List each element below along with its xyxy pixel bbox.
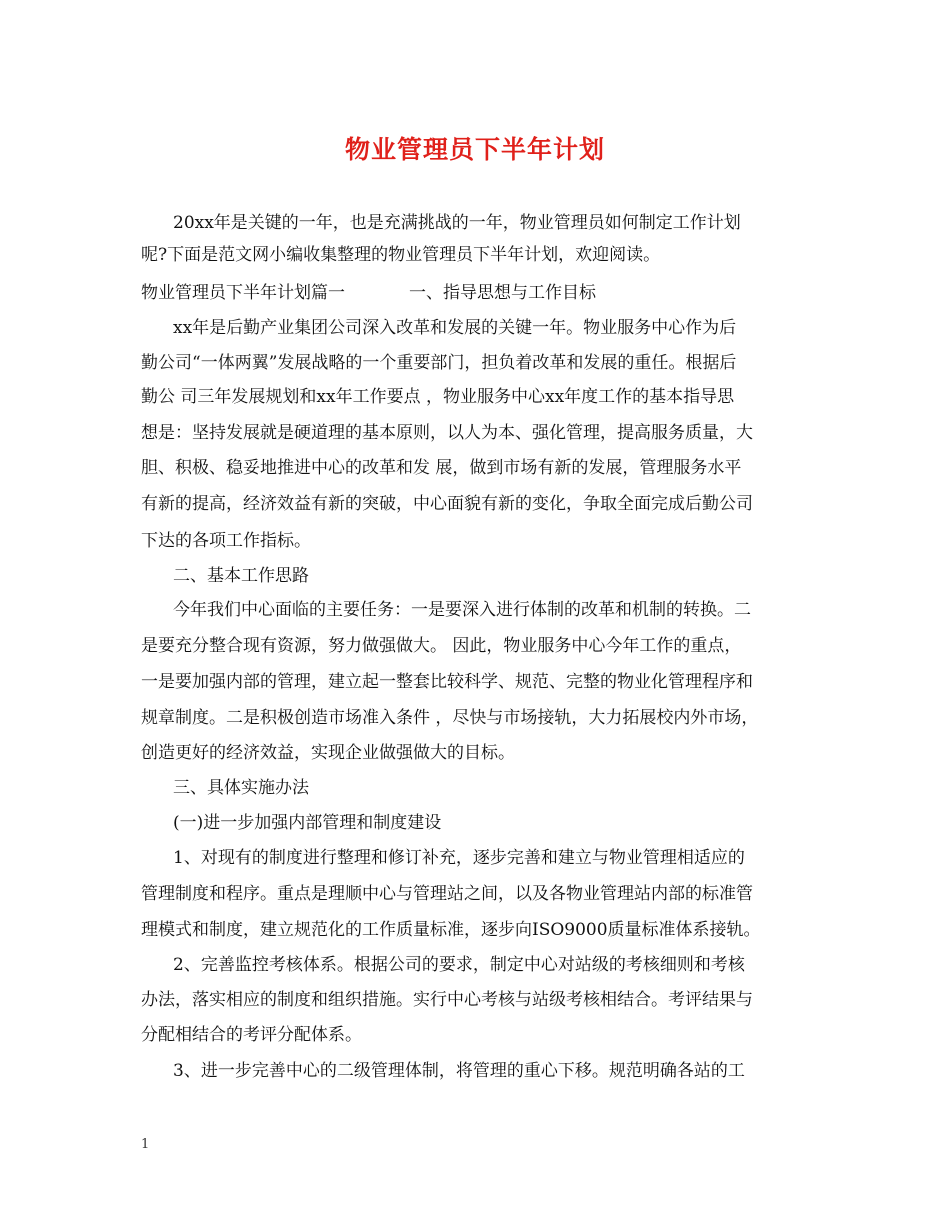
section-heading: 三、具体实施办法 [173, 778, 309, 798]
paragraph-line: 1、对现有的制度进行整理和修订补充，逐步完善和建立与物业管理相适应的 [173, 848, 745, 868]
paragraph-line: 3、进一步完善中心的二级管理体制，将管理的重心下移。规范明确各站的工 [173, 1061, 745, 1081]
paragraph-line: 想是：坚持发展就是硬道理的基本原则，以人为本、强化管理，提高服务质量，大 [141, 423, 753, 443]
paragraph-line: 规章制度。二是积极创造市场准入条件 ，尽快与市场接轨，大力拓展校内外市场， [141, 708, 759, 728]
document-title: 物业管理员下半年计划 [344, 135, 605, 164]
subsection-heading: (一)进一步加强内部管理和制度建设 [173, 813, 442, 833]
paragraph-line: 是要充分整合现有资源，努力做强做大。 因此，物业服务中心今年工作的重点， [141, 636, 742, 656]
paragraph-line: 创造更好的经济效益，实现企业做强做大的目标。 [141, 743, 515, 763]
paragraph-line: 2、完善监控考核体系。根据公司的要求，制定中心对站级的考核细则和考核 [173, 955, 745, 975]
paragraph-line: xx年是后勤产业集团公司深入改革和发展的关键一年。物业服务中心作为后 [173, 318, 737, 338]
paragraph-line: 办法，落实相应的制度和组织措施。实行中心考核与站级考核相结合。考评结果与 [141, 990, 753, 1010]
paragraph-line: 胆、积极、稳妥地推进中心的改革和发 展，做到市场有新的发展，管理服务水平 [141, 458, 742, 478]
article-label: 物业管理员下半年计划篇一 [141, 283, 345, 303]
paragraph-line: 勤公司“一体两翼”发展战略的一个重要部门，担负着改革和发展的重任。根据后 [141, 353, 737, 373]
paragraph-line: 呢?下面是范文网小编收集整理的物业管理员下半年计划，欢迎阅读。 [141, 245, 661, 265]
paragraph-line: 管理制度和程序。重点是理顺中心与管理站之间，以及各物业管理站内部的标准管 [141, 884, 753, 904]
paragraph-line: 20xx年是关键的一年，也是充满挑战的一年，物业管理员如何制定工作计划 [173, 213, 741, 233]
paragraph-line: 有新的提高，经济效益有新的突破，中心面貌有新的变化，争取全面完成后勤公司 [141, 494, 753, 514]
paragraph-line: 下达的各项工作指标。 [141, 531, 311, 551]
paragraph-line: 一是要加强内部的管理，建立起一整套比较科学、规范、完整的物业化管理程序和 [141, 672, 753, 692]
paragraph-line: 分配相结合的考评分配体系。 [141, 1025, 362, 1045]
section-heading-line [141, 283, 596, 303]
paragraph-line: 今年我们中心面临的主要任务：一是要深入进行体制的改革和机制的转换。二 [173, 600, 751, 620]
paragraph-line: 勤公 司三年发展规划和xx年工作要点 ，物业服务中心xx年度工作的基本指导思 [141, 387, 735, 407]
section-heading: 二、基本工作思路 [173, 566, 309, 586]
paragraph-line: 理模式和制度，建立规范化的工作质量标准，逐步向ISO9000质量标准体系接轨。 [141, 920, 761, 940]
page-number: 1 [141, 1137, 150, 1152]
section-heading: 一、指导思想与工作目标 [409, 283, 596, 303]
